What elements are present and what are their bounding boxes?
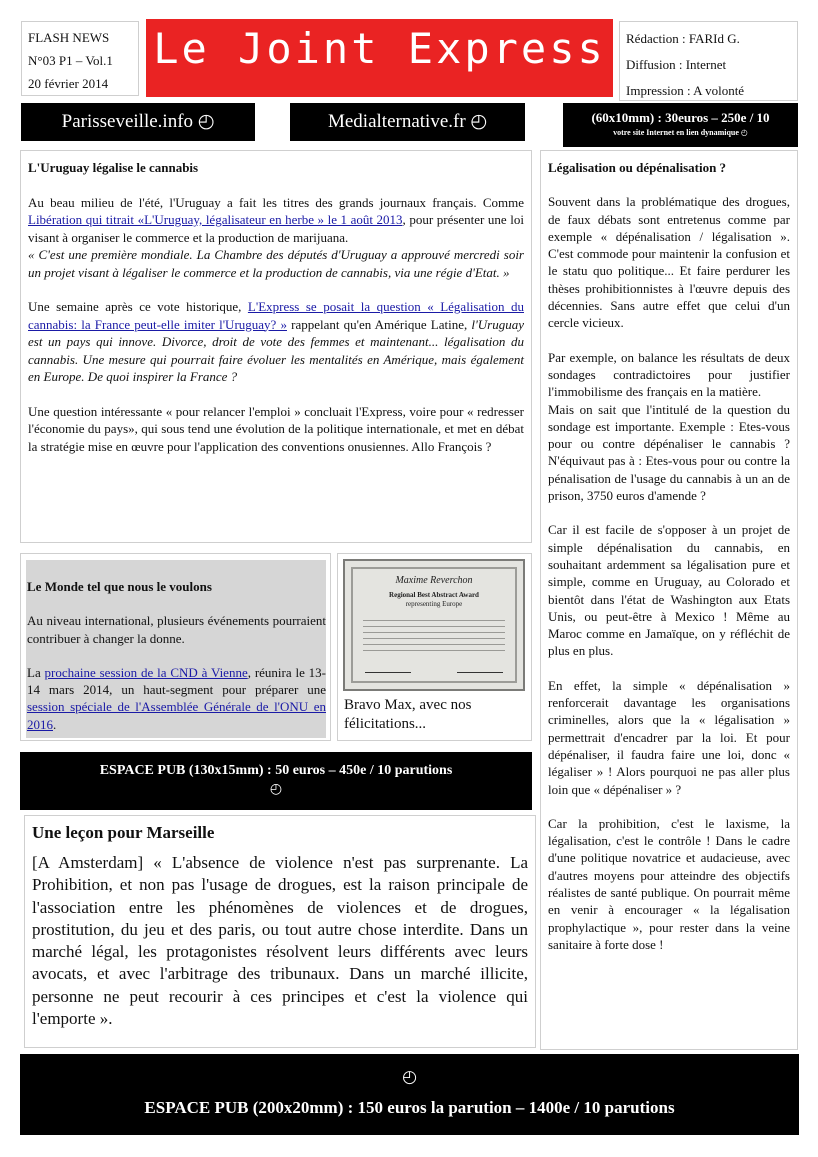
small-ad-tagline: votre site Internet en lien dynamique ◴: [613, 128, 748, 137]
article-le-monde: [20, 553, 331, 741]
ad-space-200x20[interactable]: [20, 1054, 799, 1135]
credit-impression: Impression : A volonté: [626, 83, 745, 98]
onu-2016-link[interactable]: session spéciale de l'Assemblée Générale de l'ONU en 2016: [27, 699, 326, 732]
certificate-text-lines: [363, 615, 505, 655]
issue-date: 20 février 2014: [28, 76, 109, 91]
photo-box: [337, 553, 532, 741]
article-legalisation-title: Légalisation ou dépénalisation ?: [548, 160, 727, 175]
credit-redaction: Rédaction : FARId G.: [626, 31, 740, 46]
article-le-monde-p2: La prochaine session de la CND à Vienne, réunira le 13-14 mars 2014, un haut-segment pour préparer une session spéciale de l'Assemblée Générale de l'ONU en 2016.: [27, 664, 326, 732]
site-link-medialternative[interactable]: Medialternative.fr ◴: [290, 103, 525, 141]
article-marseille-title: Une leçon pour Marseille: [32, 823, 215, 842]
certificate-photo: [343, 559, 525, 691]
issue-number: N°03 P1 – Vol.1: [28, 53, 113, 68]
article-marseille: [24, 815, 536, 1048]
certificate-name: Maxime Reverchon: [395, 575, 473, 586]
article-legalisation-p5: En effet, la simple « dépénalisation » renforcerait davantage les organisations criminelles, alors que la « légalisation » permettrait d'encadrer par la loi. Et pour dépénaliser, il faudra faire une loi, donc « légaliser » ! Alors pourquoi ne pas aller plus loin que « dépénaliser » ?: [548, 677, 790, 797]
clock-icon: ◴: [402, 1067, 417, 1086]
article-uruguay-p1: Au beau milieu de l'été, l'Uruguay a fait les titres des grands journaux français. Comme Libération qui titrait «L'Uruguay, légalisateur en herbe » le 1 août 2013, pour présenter une loi visant à organiser le commerce et la production de marijuana.: [28, 194, 524, 245]
photo-caption: Bravo Max, avec nos félicitations...: [344, 697, 472, 732]
issue-kicker: FLASH NEWS: [28, 30, 110, 45]
article-uruguay-title: L'Uruguay légalise le cannabis: [28, 160, 199, 175]
site-link-parisseveille[interactable]: Parisseveille.info ◴: [21, 103, 255, 141]
masthead: [146, 19, 613, 97]
liberation-link[interactable]: Libération qui titrait «L'Uruguay, légalisateur en herbe » le 1 août 2013: [28, 212, 403, 227]
article-le-monde-content: [26, 578, 327, 733]
article-le-monde-title: Le Monde tel que nous le voulons: [27, 579, 212, 594]
article-uruguay-p2: Une semaine après ce vote historique, L'Express se posait la question « Légalisation du cannabis: la France peut-elle imiter l'Uruguay? » rappelant qu'en Amérique Latine, l'Uruguay est un pays qui innove. Divorce, droit de vote des femmes et maintenant... légalisation du cannabis. Une mesure qui pourrait faire évoluer les mentalités en Amérique, mais également en Europe. De quoi inspirer la France ?: [28, 299, 525, 384]
cnd-vienne-link[interactable]: prochaine session de la CND à Vienne: [44, 664, 248, 680]
newspaper-title: Le Joint Express: [153, 24, 606, 73]
article-legalisation: [540, 150, 798, 1050]
article-legalisation-p6: Car la prohibition, c'est le laxisme, la légalisation, c'est le contrôle ! Dans le cadre d'une politique novatrice et audacieuse, avec d'autres moyens pour atteindre des objectifs réalistes de santé publique. On pourrait même en venir à encourager « la légalisation prophylactique », pour rester dans la veine sanitaire à forte dose !: [548, 815, 790, 952]
article-uruguay: [20, 150, 532, 543]
ad-space-130x15[interactable]: [20, 752, 532, 810]
article-legalisation-p4: Car il est facile de s'opposer à un projet de simple dépénalisation du cannabis, en souhaitant ardemment sa légalisation pure et simple, comme en Uruguay, au Colorado et bientôt dans l'état de Washington aux Etats Unis, ou peut-être à Mexico ! Même au Maroc comme en Jamaïque, on y réfléchit de plus en plus.: [548, 522, 790, 659]
article-uruguay-p3: Une question intéressante « pour relancer l'emploi » concluait l'Express, voire pour « redresser l'économie du pays», qui sous tend une évolution de la politique internationale, et met en débat la stratégie mise en œuvre pour l'application des conventions onusiennes. Allo François ?: [28, 403, 524, 454]
certificate-award: Regional Best Abstract Award representing Europe: [389, 591, 479, 608]
article-marseille-body: [A Amsterdam] « L'absence de violence n'est pas surprenante. La Prohibition, et non pas l'usage de drogues, est la raison principale de l'association entre les phénomènes de violences et de drogues, prostitution, du jeu et des paris, ou tout autre chose interdite. Dans un marché légal, les protagonistes résolvent leurs différents avec leurs avocats, et avec l'arbitrage des tribunaux. Dans un marché illicite, personne ne peut recourir à ces principes et c'est la violence qui l'emporte ».: [32, 853, 528, 1029]
article-le-monde-p1: Au niveau international, plusieurs événements pourraient contribuer à changer la donne.: [27, 613, 326, 646]
issue-info-box: [21, 21, 139, 96]
small-ad-price: (60x10mm) : 30euros – 250e / 10: [591, 110, 770, 125]
article-legalisation-p1: Souvent dans la problématique des drogues, de faux débats sont entretenus comme par exemple « dépénalisation / légalisation ». C'est commode pour maintenir la confusion et le statu quo politique... Et faire perdurer les thèses prohibitionnistes à l'œuvre depuis des décennies. Sans autre effet que celui d'un cercle vicieux.: [548, 194, 790, 331]
ad-space-200x20-price: ESPACE PUB (200x20mm) : 150 euros la parution – 1400e / 10 parutions: [144, 1098, 675, 1117]
article-uruguay-quote: « C'est une première mondiale. La Chambre des députés d'Uruguay a approuvé mercredi soir un projet visant à légaliser le commerce et la production de cannabis, via une régie d'Etat. »: [28, 247, 524, 280]
ad-space-130x15-price: ESPACE PUB (130x15mm) : 50 euros – 450e / 10 parutions: [99, 763, 453, 778]
small-ad-banner[interactable]: [563, 103, 798, 147]
credits-box: [619, 21, 798, 101]
article-legalisation-p2: Par exemple, on balance les résultats de deux sondages contradictoires pour justifier l'immobilisme des français en la matière.: [548, 349, 790, 400]
lexpress-link[interactable]: L'Express se posait la question « Légalisation du cannabis: la France peut-elle imiter l'Uruguay? »: [28, 299, 524, 332]
article-legalisation-p3: Mais on sait que l'intitulé de la question du sondage est importante. Exemple : Etes-vous pour ou contre dépénaliser le cannabis ? N'équivaut pas à : Etes-vous pour ou contre la pénalisation de l'usage du cannabis à un an de prison, 3750 euros d'amende ?: [548, 401, 790, 504]
certificate-signature-left: [365, 672, 411, 673]
clock-icon: ◴: [269, 782, 283, 797]
credit-diffusion: Diffusion : Internet: [626, 57, 727, 72]
certificate-signature-right: [457, 672, 503, 673]
